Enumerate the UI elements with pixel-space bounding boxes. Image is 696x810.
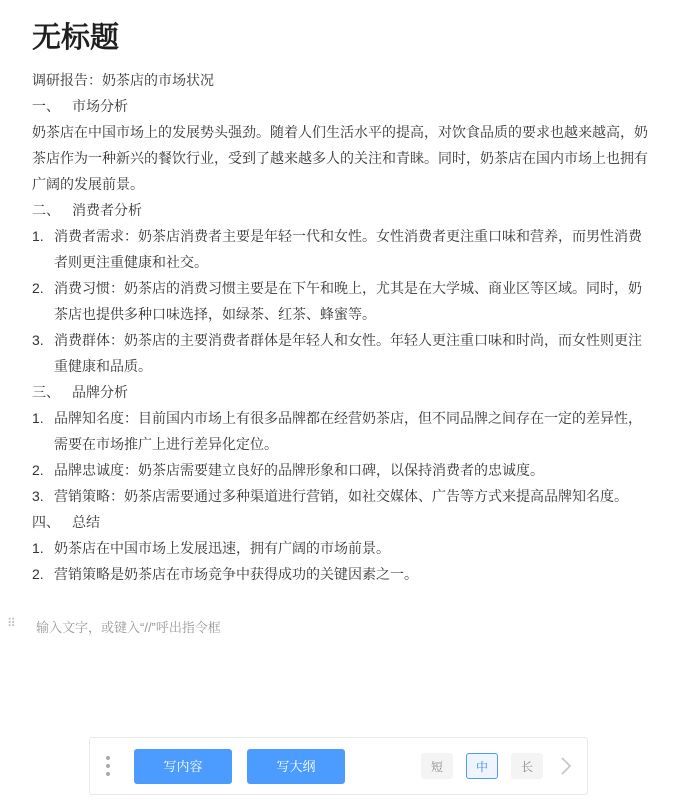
length-medium-button[interactable]: 中	[466, 753, 498, 779]
paragraph-market[interactable]: 奶茶店在中国市场上的发展势头强劲。随着人们生活水平的提高，对饮食品质的要求也越来越高，奶茶店作为一种新兴的餐饮行业，受到了越来越多人的关注和青睐。同时，奶茶店在国内市场上也拥有广阔的发展前景。	[32, 124, 648, 192]
list-item-text: 消费群体：奶茶店的主要消费者群体是年轻人和女性。年轻人更注重口味和时尚，而女性则更注重健康和品质。	[54, 332, 642, 374]
page-title[interactable]: 无标题	[32, 22, 120, 54]
list-index: 1.	[32, 410, 44, 426]
list-index: 1.	[32, 228, 44, 244]
list-index: 3.	[32, 488, 44, 504]
length-long-button[interactable]: 长	[511, 753, 543, 779]
list-index: 2.	[32, 566, 44, 582]
list-item[interactable]	[32, 457, 652, 483]
section-heading-text: 消费者分析	[72, 202, 142, 218]
document	[32, 0, 652, 587]
list-item[interactable]	[32, 535, 652, 561]
list-item-text: 消费习惯：奶茶店的消费习惯主要是在下午和晚上，尤其是在大学城、商业区等区域。同时，奶茶店也提供多种口味选择，如绿茶、红茶、蜂蜜等。	[54, 280, 642, 322]
chevron-right-icon[interactable]	[559, 755, 573, 777]
brand-list	[32, 405, 652, 509]
list-item-text: 营销策略：奶茶店需要通过多种渠道进行营销，如社交媒体、广告等方式来提高品牌知名度。	[54, 488, 628, 504]
list-item-text: 营销策略是奶茶店在市场竞争中获得成功的关键因素之一。	[54, 566, 418, 582]
list-item[interactable]	[32, 483, 652, 509]
list-item-text: 品牌知名度：目前国内市场上有很多品牌都在经营奶茶店，但不同品牌之间存在一定的差异性，需要在市场推广上进行差异化定位。	[54, 410, 642, 452]
list-index: 2.	[32, 462, 44, 478]
list-item-text: 消费者需求：奶茶店消费者主要是年轻一代和女性。女性消费者更注重口味和营养，而男性消费者则更注重健康和社交。	[54, 228, 642, 270]
section-heading-summary[interactable]	[32, 509, 652, 535]
section-heading-consumer[interactable]	[32, 197, 652, 223]
section-number: 三、	[32, 384, 60, 400]
section-heading-text: 市场分析	[72, 98, 128, 114]
write-content-button[interactable]: 写内容	[134, 749, 232, 784]
new-block-row	[0, 615, 696, 641]
length-short-button[interactable]: 短	[421, 753, 453, 779]
list-index: 3.	[32, 332, 44, 348]
section-heading-text: 品牌分析	[72, 384, 128, 400]
summary-list	[32, 535, 652, 587]
list-item[interactable]	[32, 561, 652, 587]
drag-handle-icon[interactable]: ⠿	[7, 616, 17, 630]
editor-placeholder[interactable]: 输入文字，或键入“//”呼出指令框	[36, 620, 221, 635]
section-number: 四、	[32, 514, 60, 530]
toolbar-drag-handle-icon[interactable]	[106, 756, 112, 778]
section-number: 一、	[32, 98, 60, 114]
list-item-text: 品牌忠诚度：奶茶店需要建立良好的品牌形象和口碑，以保持消费者的忠诚度。	[54, 462, 544, 478]
report-subtitle[interactable]: 调研报告：奶茶店的市场状况	[32, 72, 214, 88]
section-heading-market[interactable]	[32, 93, 652, 119]
write-outline-button[interactable]: 写大纲	[247, 749, 345, 784]
list-item[interactable]	[32, 275, 652, 327]
list-index: 1.	[32, 540, 44, 556]
list-index: 2.	[32, 280, 44, 296]
list-item-text: 奶茶店在中国市场上发展迅速，拥有广阔的市场前景。	[54, 540, 390, 556]
list-item[interactable]	[32, 327, 652, 379]
list-item[interactable]	[32, 223, 652, 275]
section-heading-brand[interactable]	[32, 379, 652, 405]
section-number: 二、	[32, 202, 60, 218]
list-item[interactable]	[32, 405, 652, 457]
ai-writing-toolbar	[89, 737, 588, 795]
consumer-list	[32, 223, 652, 379]
section-heading-text: 总结	[72, 514, 100, 530]
